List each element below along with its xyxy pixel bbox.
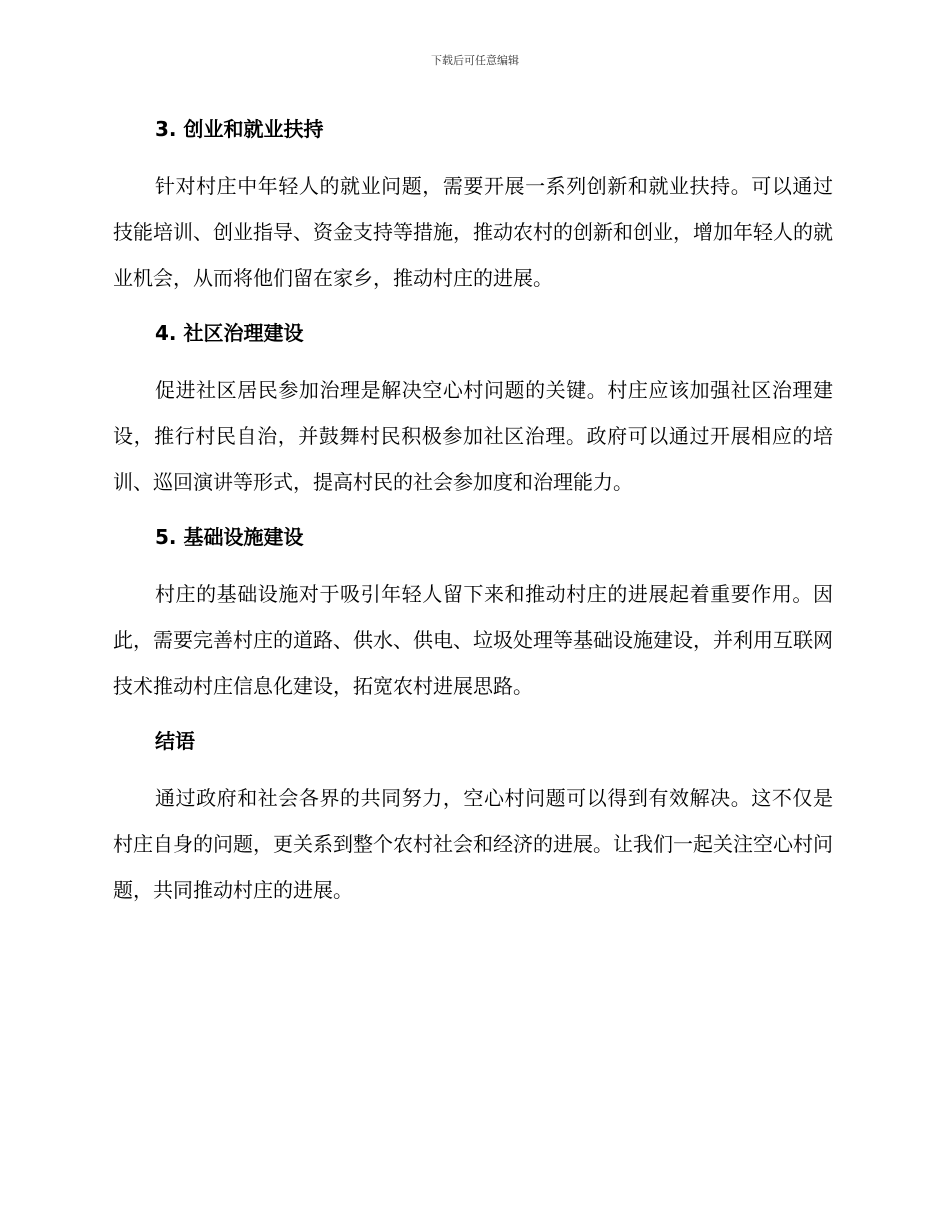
section-paragraph-conclusion: 通过政府和社会各界的共同努力，空心村问题可以得到有效解决。这不仅是村庄自身的问题，更关系到整个农村社会和经济的进展。让我们一起关注空心村问题，共同推动村庄的进展。	[113, 786, 833, 902]
section-paragraph-community-governance: 促进社区居民参加治理是解决空心村问题的关键。村庄应该加强社区治理建设，推行村民自治，并鼓舞村民积极参加社区治理。政府可以通过开展相应的培训、巡回演讲等形式，提高村民的社会参加度和治理能力。	[113, 378, 833, 494]
section-heading-entrepreneurship: 3. 创业和就业扶持	[155, 117, 324, 141]
section-paragraph-entrepreneurship: 针对村庄中年轻人的就业问题，需要开展一系列创新和就业扶持。可以通过技能培训、创业指导、资金支持等措施，推动农村的创新和创业，增加年轻人的就业机会，从而将他们留在家乡，推动村庄的进展。	[113, 174, 833, 290]
section-heading-community-governance: 4. 社区治理建设	[155, 321, 304, 345]
section-paragraph-infrastructure: 村庄的基础设施对于吸引年轻人留下来和推动村庄的进展起着重要作用。因此，需要完善村庄的道路、供水、供电、垃圾处理等基础设施建设，并利用互联网技术推动村庄信息化建设，拓宽农村进展思路。	[113, 582, 833, 698]
document-body	[113, 111, 833, 913]
section-heading-conclusion: 结语	[155, 729, 195, 753]
section-heading-infrastructure: 5. 基础设施建设	[155, 525, 304, 549]
page-header-note: 下载后可任意编辑	[431, 54, 519, 67]
